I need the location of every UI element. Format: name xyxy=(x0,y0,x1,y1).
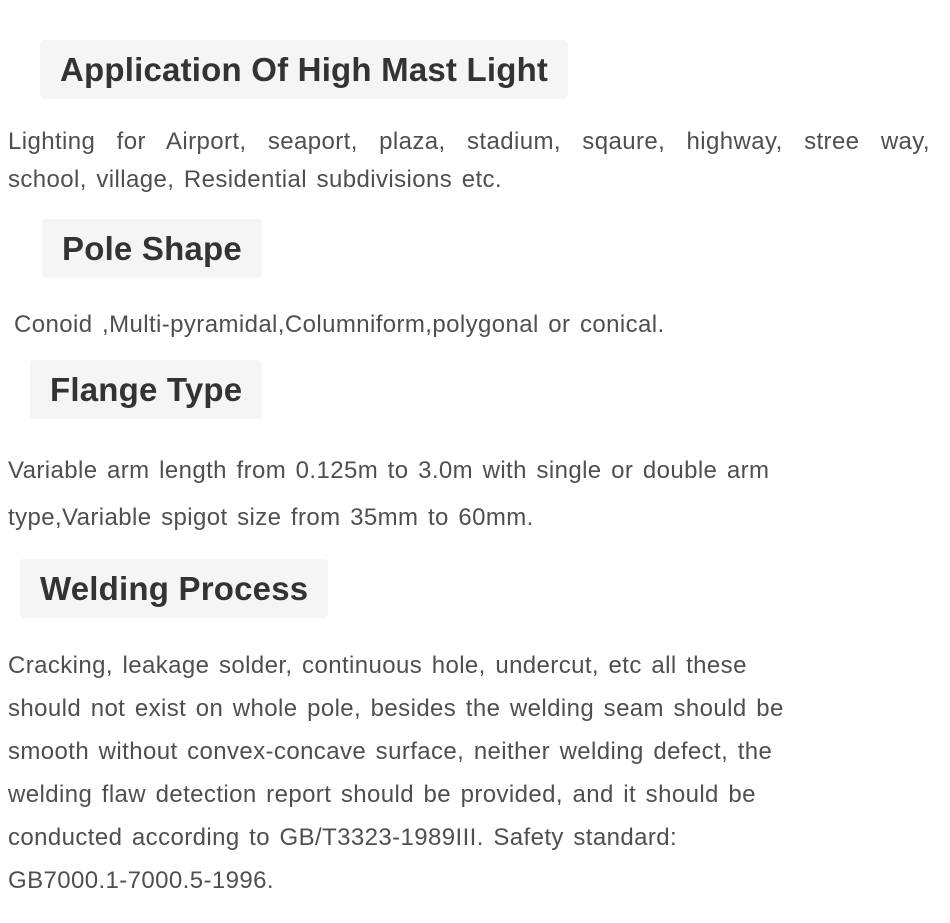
section-heading-application: Application Of High Mast Light xyxy=(40,40,568,99)
paragraph-line: conducted according to GB/T3323-1989III. Safety standard: xyxy=(8,824,678,851)
section-heading-pole-shape: Pole Shape xyxy=(42,219,262,278)
paragraph-line: school, village, Residential subdivisions etc. xyxy=(8,166,502,193)
paragraph-line: Variable arm length from 0.125m to 3.0m with single or double arm xyxy=(8,457,770,484)
paragraph-line: Conoid ,Multi-pyramidal,Columniform,polygonal or conical. xyxy=(14,311,665,338)
paragraph-line: smooth without convex-concave surface, neither welding defect, the xyxy=(8,738,773,765)
section-pole-shape xyxy=(8,219,930,346)
section-heading-welding-process: Welding Process xyxy=(20,559,328,618)
section-heading-flange-type: Flange Type xyxy=(30,360,262,419)
section-flange-type xyxy=(8,360,930,541)
section-application xyxy=(8,40,930,199)
paragraph-line: Cracking, leakage solder, continuous hole, undercut, etc all these xyxy=(8,652,747,679)
section-paragraph-pole-shape xyxy=(8,304,930,346)
section-welding-process xyxy=(8,559,930,902)
paragraph-line: welding flaw detection report should be provided, and it should be xyxy=(8,781,756,808)
paragraph-line: Lighting for Airport, seaport, plaza, stadium, sqaure, highway, stree way, xyxy=(8,128,930,155)
section-paragraph-welding-process xyxy=(8,644,930,902)
paragraph-line: GB7000.1-7000.5-1996. xyxy=(8,867,274,894)
paragraph-line: type,Variable spigot size from 35mm to 60mm. xyxy=(8,504,534,531)
section-paragraph-application xyxy=(8,123,930,199)
section-paragraph-flange-type xyxy=(8,447,930,541)
paragraph-line: should not exist on whole pole, besides the welding seam should be xyxy=(8,695,784,722)
